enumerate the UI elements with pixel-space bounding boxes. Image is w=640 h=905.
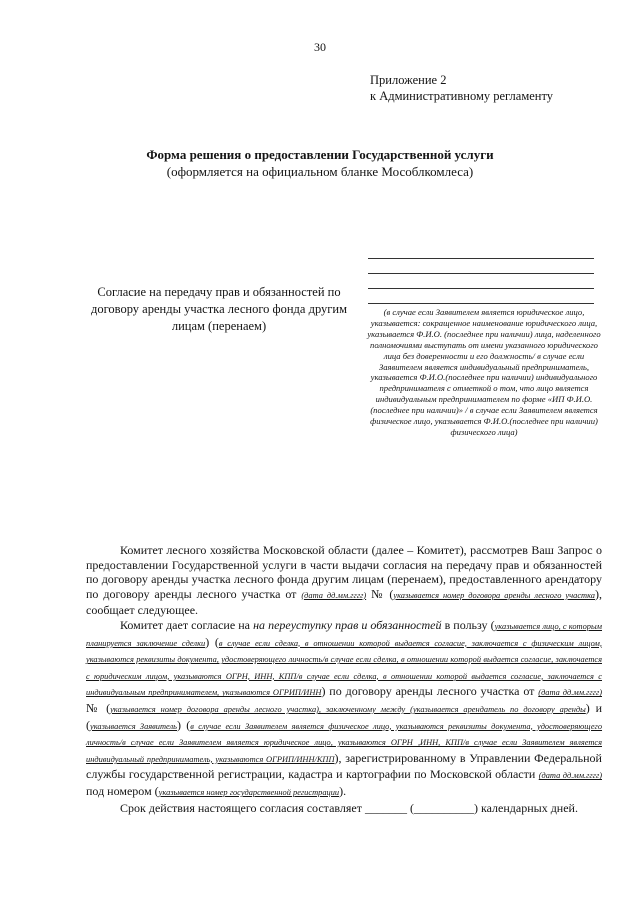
p2-text: ) и ( (86, 700, 602, 732)
p1-contract-number-placeholder: указывается номер договора аренды лесного участка (393, 590, 595, 600)
p2-text: Комитет дает согласие на (120, 617, 254, 632)
blank-line (368, 259, 594, 274)
paragraph-3: Срок действия настоящего согласия составляет _______ (__________) календарных дней. (120, 800, 578, 815)
p2-text: ), зарегистрированному в Управлении Федеральной службы государственной регистрации, кадастра и картографии по Московской области (86, 750, 602, 782)
p1-date-placeholder: (дата дд.мм.гггг) (301, 590, 367, 600)
p2-placeholder: в случае если сделка, в отношении которой выдается согласие, заключается с физическим лицом, указываются реквизиты документа, удостоверяющего личность/в случае если сделка, в отношении которой выдается согласие, заключается с юридическим лицом, указываются ОГРН, ИНН, КПП/в случае если сделка, в отношении которой выдается согласие, заключается с индивидуальным предпринимателем, указываются ОГРИП/ИНН (86, 638, 602, 698)
recipient-blank-lines (368, 244, 594, 304)
p2-emphasis: на переуступку прав и обязанностей (253, 617, 442, 632)
p2-text: ). (339, 783, 347, 798)
p1-text: ), сообщает следующее. (86, 586, 602, 618)
p2-text: ) ( (177, 717, 191, 732)
page-number: 30 (314, 40, 326, 54)
p2-text: в пользу ( (441, 617, 495, 632)
decision-body (86, 543, 602, 815)
blank-line (368, 289, 594, 304)
p2-text: ) ( (205, 634, 219, 649)
paragraph-1 (86, 543, 602, 618)
p1-text: Комитет лесного хозяйства Московской области (далее – Комитет), рассмотрев Ваш Запрос о предоставлении Государственной услуги в части выдачи согласия на передачу прав и обязанностей по договору аренды участка лесного фонда другим лицам (перенаем), предоставленного арендатору по договору аренды лесного участка от (86, 543, 602, 601)
title-main: Форма решения о предоставлении Государственной услуги (146, 147, 494, 162)
paragraph-2 (86, 618, 602, 801)
p2-text: под номером ( (86, 783, 159, 798)
p2-text: № ( (86, 700, 111, 715)
appendix-header (370, 72, 553, 104)
recipient-note: (в случае если Заявителем является юридическое лицо, указывается: сокращенное наименование юридического лица, указывается Ф.И.О. (последнее при наличии) лица, наделенного полномочиями выступать от имени указанного юридического лица без доверенности и его должность/ в случае если Заявителем является индивидуальный предприниматель, указывается Ф.И.О.(последнее при наличии) индивидуального предпринимателя с отметкой о том, что лицо является индивидуальным предпринимателем по форме «ИП Ф.И.О.(последнее при наличии)» / в случае если Заявителем является физическое лицо, указывается Ф.И.О.(последнее при наличии) физического лица) (367, 307, 601, 437)
p1-text: № ( (366, 586, 394, 601)
blank-line (368, 244, 594, 259)
p2-placeholder: указывается лицо, с которым планируется заключение сделки (86, 621, 602, 648)
p2-placeholder: указывается Заявитель (90, 721, 177, 731)
document-title (0, 146, 640, 180)
p2-placeholder: (дата дд.мм.гггг) (538, 771, 602, 781)
appendix-line-1: Приложение 2 (370, 73, 447, 87)
p2-placeholder: (дата дд.мм.гггг) (538, 688, 602, 698)
blank-line (368, 274, 594, 289)
decision-subject: Согласие на передачу прав и обязанностей по договору аренды участка лесного фонда другим лицам (перенаем) (90, 285, 348, 333)
p2-placeholder: указывается номер государственной регистрации (158, 787, 340, 797)
appendix-line-2: к Административному регламенту (370, 89, 554, 103)
p2-placeholder: в случае если Заявителем является физическое лицо, указываются реквизиты документа, удостоверяющего личность/в случае если Заявителем является юридическое лицо, указываются ОГРН ,ИНН, КПП/в случае если Заявителем является индивидуальный предприниматель, указываются ОГРИП/ИНН/КПП (86, 721, 603, 764)
p2-placeholder: указывается номер договора аренды лесного участка), заключенному между (указывается арендатель по договору аренды (110, 704, 586, 714)
p2-text: ) по договору аренды лесного участка от (321, 684, 539, 699)
title-sub: (оформляется на официальном бланке Мособлкомлеса) (166, 164, 474, 179)
